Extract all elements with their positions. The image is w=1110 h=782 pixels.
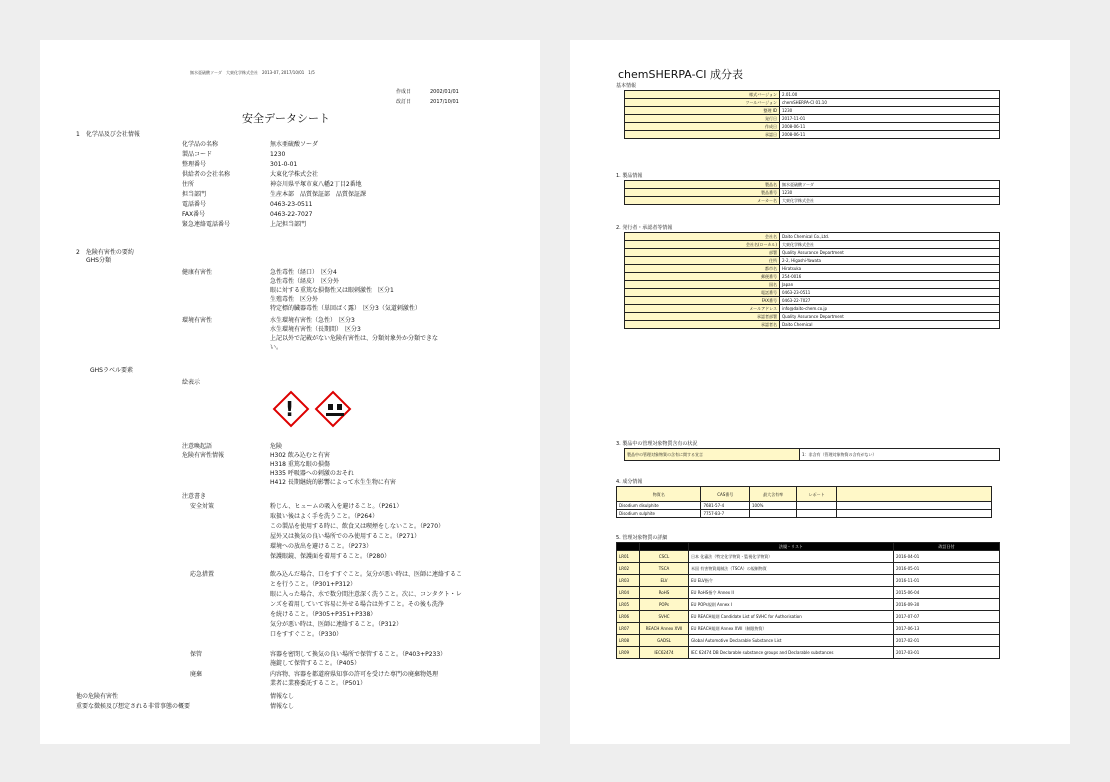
- law-header-date: 改訂日付: [894, 543, 1000, 551]
- component-pct: [750, 510, 797, 518]
- sds-text-line: H412 長期継続的影響によって水生生物に有害: [270, 479, 396, 486]
- sds-text-line: 特定標的臓器毒性（単回ばく露） 区分3（気道刺激性）: [270, 305, 421, 312]
- law-name: IEC62474: [640, 647, 689, 659]
- sds-text-line: 水生環境有害性（長期間） 区分3: [270, 326, 361, 333]
- table-row: [625, 241, 1000, 249]
- table-key: 住所: [625, 257, 780, 265]
- exclamation-icon: !: [285, 397, 295, 421]
- section-1-title: 1 化学品及び会社情報: [76, 131, 140, 138]
- sds-field-value: 1230: [270, 151, 286, 158]
- issuer-info-table: [624, 232, 1000, 329]
- law-code: LR02: [617, 563, 640, 575]
- table-row: [625, 91, 1000, 99]
- law-desc: EU POPs規則 Annex I: [689, 599, 894, 611]
- component-report-cell: [797, 502, 837, 510]
- law-row: [617, 623, 1000, 635]
- table-value: 無水亜硫酸ソーダ: [780, 181, 1000, 189]
- law-header-spacer: [617, 543, 640, 551]
- law-desc: EU REACH規則 Annex XVII（制限物質）: [689, 623, 894, 635]
- law-name: REACH Annex XVII: [640, 623, 689, 635]
- sds-text-line: 急性毒性（経口） 区分4: [270, 269, 337, 276]
- table-value: 2-2, Higashi-Yawata: [780, 257, 1000, 265]
- table-key: メーカー名: [625, 197, 780, 205]
- revised-label: 改訂日: [396, 99, 412, 105]
- chemsherpa-title: chemSHERPA-CI 成分表: [618, 68, 743, 81]
- response-label: 応急措置: [190, 571, 215, 578]
- declaration-value: 1：非含有（管理対象物質の含有がない）: [800, 449, 1000, 461]
- law-code: LR07: [617, 623, 640, 635]
- revised-date: 2017/10/01: [430, 99, 459, 105]
- table-value: Daito Chemical: [780, 321, 1000, 329]
- law-date: 2015-06-04: [894, 587, 1000, 599]
- corrosion-icon: [322, 400, 348, 420]
- table-row: [625, 257, 1000, 265]
- law-code: LR03: [617, 575, 640, 587]
- sds-field-value: 生産本部 品質保証部 品質保証課: [270, 191, 367, 198]
- table-row: [625, 197, 1000, 205]
- table-key: 様式バージョン: [625, 91, 780, 99]
- sds-text-line: ンズを着用していて容易に外せる場合は外すこと。その後も洗浄: [270, 601, 444, 608]
- law-row: [617, 647, 1000, 659]
- basic-info-table: [624, 90, 1000, 139]
- law-name: SVHC: [640, 611, 689, 623]
- sds-field-label: 緊急連絡電話番号: [182, 221, 231, 228]
- law-desc: IEC 62474 DB Declarable substance groups and Declarable substances: [689, 647, 894, 659]
- law-header-row: [617, 543, 1000, 551]
- sds-text-line: この製品を使用する時に、飲食又は喫煙をしないこと。（P270）: [270, 523, 445, 530]
- component-header-cell: 物質名: [617, 487, 701, 502]
- disposal-label: 廃棄: [190, 671, 203, 678]
- law-name: RoHS: [640, 587, 689, 599]
- sds-text-line: 上記以外で記載がない危険有害性は、分類対象外か分類できな: [270, 335, 439, 342]
- sds-text-line: い。: [270, 344, 283, 351]
- sds-field-value: 神奈川県平塚市東八幡2丁目2番地: [270, 181, 362, 188]
- table-key: 国名: [625, 281, 780, 289]
- component-blank-cell: [837, 510, 992, 518]
- table-value: Quality Assurance Department: [780, 249, 1000, 257]
- env-label: 環境有害性: [182, 317, 213, 324]
- component-pct: 100%: [750, 502, 797, 510]
- law-row: [617, 575, 1000, 587]
- table-key: 会社名: [625, 233, 780, 241]
- sds-text-line: 水生環境有害性（急性） 区分3: [270, 317, 355, 324]
- component-row: [617, 502, 992, 510]
- table-row: [625, 123, 1000, 131]
- declaration-key: 製品中の管理対象物質の含有に関する宣言: [625, 449, 800, 461]
- sds-field-label: 供給者の会社名称: [182, 171, 231, 178]
- table-value: chemSHERPA-CI 01.10: [780, 99, 1000, 107]
- law-date: 2016-04-01: [894, 551, 1000, 563]
- sds-field-value: 0463-22-7027: [270, 211, 313, 218]
- law-row: [617, 611, 1000, 623]
- table-row: [625, 107, 1000, 115]
- table-row: [625, 131, 1000, 139]
- sds-text-line: H335 呼吸器への刺激のおそれ: [270, 470, 354, 477]
- sds-field-label: 化学品の名称: [182, 141, 219, 148]
- law-header-spacer: [640, 543, 689, 551]
- health-label: 健康有害性: [182, 269, 213, 276]
- law-date: 2016-05-01: [894, 563, 1000, 575]
- law-date: 2017-07-07: [894, 611, 1000, 623]
- law-header-list: 法規・リスト: [689, 543, 894, 551]
- law-name: TSCA: [640, 563, 689, 575]
- table-row: [625, 289, 1000, 297]
- sds-field-value: 上記担当部門: [270, 221, 307, 228]
- table-key: FAX番号: [625, 297, 780, 305]
- other-hazards-value: 情報なし: [270, 693, 295, 700]
- law-desc: EU RoHS指令 Annex II: [689, 587, 894, 599]
- table-key: 承認日: [625, 131, 780, 139]
- sds-field-label: 製品コード: [182, 151, 213, 158]
- sds-text-line: とを行うこと。（P301+P312）: [270, 581, 357, 588]
- table-row: [625, 249, 1000, 257]
- table-key: 都市名: [625, 265, 780, 273]
- law-name: ELV: [640, 575, 689, 587]
- important-label: 重要な徴候及び想定される非常事態の概要: [76, 703, 191, 710]
- sds-text-line: 内容物、容器を都道府県知事の許可を受けた専門の廃棄物処理: [270, 671, 439, 678]
- sds-text-line: 環境への放出を避けること。（P273）: [270, 543, 373, 550]
- table-row: [625, 99, 1000, 107]
- sds-title: 安全データシート: [242, 112, 330, 125]
- created-date: 2002/01/01: [430, 89, 459, 95]
- table-value: 1230: [780, 107, 1000, 115]
- sds-field-value: 大東化学株式会社: [270, 171, 319, 178]
- law-date: 2016-09-30: [894, 599, 1000, 611]
- table-row: [625, 313, 1000, 321]
- law-row: [617, 635, 1000, 647]
- sds-text-line: H302 飲み込むと有害: [270, 452, 330, 459]
- sds-text-line: 施錠して保管すること。（P405）: [270, 660, 361, 667]
- table-value: info@daito-chem.co.jp: [780, 305, 1000, 313]
- product-info-table: [624, 180, 1000, 205]
- sds-field-label: 住所: [182, 181, 195, 188]
- law-date: 2017-03-01: [894, 647, 1000, 659]
- component-blank-cell: [837, 502, 992, 510]
- component-header-cell: 最大含有率: [750, 487, 797, 502]
- table-value: 2008-06-11: [780, 123, 1000, 131]
- component-cas: 7681-57-4: [701, 502, 750, 510]
- table-row: [625, 297, 1000, 305]
- component-name: Disodium disulphite: [617, 502, 701, 510]
- law-code: LR04: [617, 587, 640, 599]
- table-value: Hiratsuka: [780, 265, 1000, 273]
- component-header-cell: CAS番号: [701, 487, 750, 502]
- basic-info-label: 基本情報: [616, 83, 637, 89]
- component-header-row: [617, 487, 992, 502]
- sds-text-line: を続けること。（P305+P351+P338）: [270, 611, 377, 618]
- table-row: [625, 273, 1000, 281]
- sds-field-value: 301-0-01: [270, 161, 298, 168]
- law-detail-label: 5. 管理対象物質の詳細: [616, 535, 668, 541]
- law-desc: 米国 有害物質規制法（TSCA）の規制物質: [689, 563, 894, 575]
- law-code: LR06: [617, 611, 640, 623]
- sds-field-value: 0463-23-0511: [270, 201, 313, 208]
- table-value: 0463-22-7027: [780, 297, 1000, 305]
- ghs-class-label: GHS分類: [86, 257, 111, 264]
- table-value: 2017-11-01: [780, 115, 1000, 123]
- hazard-label: 危険有害性情報: [182, 452, 225, 459]
- sds-text-line: 保護眼鏡、保護面を着用すること。（P280）: [270, 553, 391, 560]
- law-desc: Global Automotive Declarable Substance List: [689, 635, 894, 647]
- signal-value: 危険: [270, 443, 283, 450]
- table-key: 作成日: [625, 123, 780, 131]
- important-value: 情報なし: [270, 703, 295, 710]
- safety-label: 安全対策: [190, 503, 215, 510]
- table-key: 製品番号: [625, 189, 780, 197]
- sds-text-line: 気分が悪い時は、医師に連絡すること。（P312）: [270, 621, 403, 628]
- table-row: [625, 233, 1000, 241]
- law-code: LR08: [617, 635, 640, 647]
- table-key: 部署: [625, 249, 780, 257]
- declaration-table: [624, 448, 1000, 461]
- sds-field-label: 担当部門: [182, 191, 207, 198]
- table-value: 2008-06-11: [780, 131, 1000, 139]
- table-row: [625, 189, 1000, 197]
- table-key: メールアドレス: [625, 305, 780, 313]
- component-cas: 7757-83-7: [701, 510, 750, 518]
- sds-field-label: 整理番号: [182, 161, 207, 168]
- table-value: 254-0016: [780, 273, 1000, 281]
- table-row: [625, 181, 1000, 189]
- law-row: [617, 587, 1000, 599]
- law-row: [617, 551, 1000, 563]
- pictogram-label: 絵表示: [182, 379, 201, 386]
- sds-field-label: FAX番号: [182, 211, 206, 218]
- table-value: Quality Assurance Department: [780, 313, 1000, 321]
- table-row: [625, 321, 1000, 329]
- law-row: [617, 563, 1000, 575]
- storage-label: 保管: [190, 651, 203, 658]
- precaution-label: 注意書き: [182, 493, 207, 500]
- component-name: Disodium sulphite: [617, 510, 701, 518]
- sds-page: [40, 40, 540, 744]
- component-row: [617, 510, 992, 518]
- chemsherpa-page: [570, 40, 1070, 744]
- table-key: 製品名: [625, 181, 780, 189]
- table-row: [625, 305, 1000, 313]
- law-code: LR05: [617, 599, 640, 611]
- table-key: 整理 ID: [625, 107, 780, 115]
- table-value: 大東化学株式会社: [780, 241, 1000, 249]
- component-info-label: 4. 成分情報: [616, 479, 643, 485]
- table-key: 会社名(ローカル): [625, 241, 780, 249]
- signal-label: 注意喚起語: [182, 443, 213, 450]
- sds-text-line: 業者に業務委託すること。（P501）: [270, 680, 367, 687]
- sds-text-line: 口をすすぐこと。（P330）: [270, 631, 343, 638]
- sds-text-line: 眼に入った場合、水で数分間注意深く洗うこと。次に、コンタクト・レ: [270, 591, 462, 598]
- table-value: 2.01.00: [780, 91, 1000, 99]
- ghs-label-elements: GHSラベル要素: [90, 367, 133, 374]
- table-value: 1230: [780, 189, 1000, 197]
- sds-field-value: 無水亜硫酸ソーダ: [270, 141, 319, 148]
- law-code: LR09: [617, 647, 640, 659]
- law-row: [617, 599, 1000, 611]
- law-desc: EU ELV指令: [689, 575, 894, 587]
- law-list-table: [616, 542, 1000, 659]
- declaration-label: 3. 製品中の管理対象物質含有の状況: [616, 441, 698, 447]
- table-value: 大東化学株式会社: [780, 197, 1000, 205]
- component-report-cell: [797, 510, 837, 518]
- table-row: [625, 115, 1000, 123]
- table-key: 郵便番号: [625, 273, 780, 281]
- table-key: 発行日: [625, 115, 780, 123]
- law-date: 2017-06-13: [894, 623, 1000, 635]
- sds-text-line: 容器を密閉して換気の良い場所で保管すること。（P403+P233）: [270, 651, 447, 658]
- table-key: ツールバージョン: [625, 99, 780, 107]
- sds-text-line: H318 重篤な眼の損傷: [270, 461, 330, 468]
- sds-text-line: 急性毒性（経皮） 区分外: [270, 278, 340, 285]
- law-date: 2016-11-01: [894, 575, 1000, 587]
- law-date: 2017-02-01: [894, 635, 1000, 647]
- table-row: [625, 281, 1000, 289]
- table-value: Daito Chemical Co.,Ltd.: [780, 233, 1000, 241]
- other-hazards-label: 他の危険有害性: [76, 693, 119, 700]
- component-header-spacer: [837, 487, 992, 502]
- product-info-label: 1. 製品情報: [616, 173, 643, 179]
- law-code: LR01: [617, 551, 640, 563]
- sds-text-line: 粉じん、ヒュームの吸入を避けること。（P261）: [270, 503, 403, 510]
- table-value: Japan: [780, 281, 1000, 289]
- created-label: 作成日: [396, 89, 412, 95]
- section-2-title: 2 危険有害性の要約: [76, 249, 134, 256]
- sds-text-line: 取扱い後はよく手を洗うこと。（P264）: [270, 513, 379, 520]
- law-name: GADSL: [640, 635, 689, 647]
- sds-header-line: 無水亜硫酸ソーダ 大東化学株式会社 2013-07, 2017/10/01 1/5: [190, 70, 315, 75]
- law-name: CSCL: [640, 551, 689, 563]
- component-header-cell: レポート: [797, 487, 837, 502]
- sds-text-line: 屋外又は換気の良い場所でのみ使用すること。（P271）: [270, 533, 421, 540]
- sds-field-label: 電話番号: [182, 201, 207, 208]
- sds-text-line: 眼に対する重篤な損傷性又は眼刺激性 区分1: [270, 287, 394, 294]
- law-name: POPs: [640, 599, 689, 611]
- table-row: [625, 265, 1000, 273]
- table-value: 0463-23-0511: [780, 289, 1000, 297]
- sds-text-line: 生殖毒性 区分外: [270, 296, 319, 303]
- table-key: 承認者部署: [625, 313, 780, 321]
- table-key: 承認者名: [625, 321, 780, 329]
- table-key: 電話番号: [625, 289, 780, 297]
- law-desc: EU REACH規則 Candidate List of SVHC for Authorisation: [689, 611, 894, 623]
- law-desc: 日本 化審法（特定化学物質・監視化学物質）: [689, 551, 894, 563]
- sds-text-line: 飲み込んだ場合、口をすすぐこと。気分が悪い時は、医師に連絡するこ: [270, 571, 463, 578]
- issuer-info-label: 2. 発行者・承認者等情報: [616, 225, 673, 231]
- component-table: [616, 486, 992, 518]
